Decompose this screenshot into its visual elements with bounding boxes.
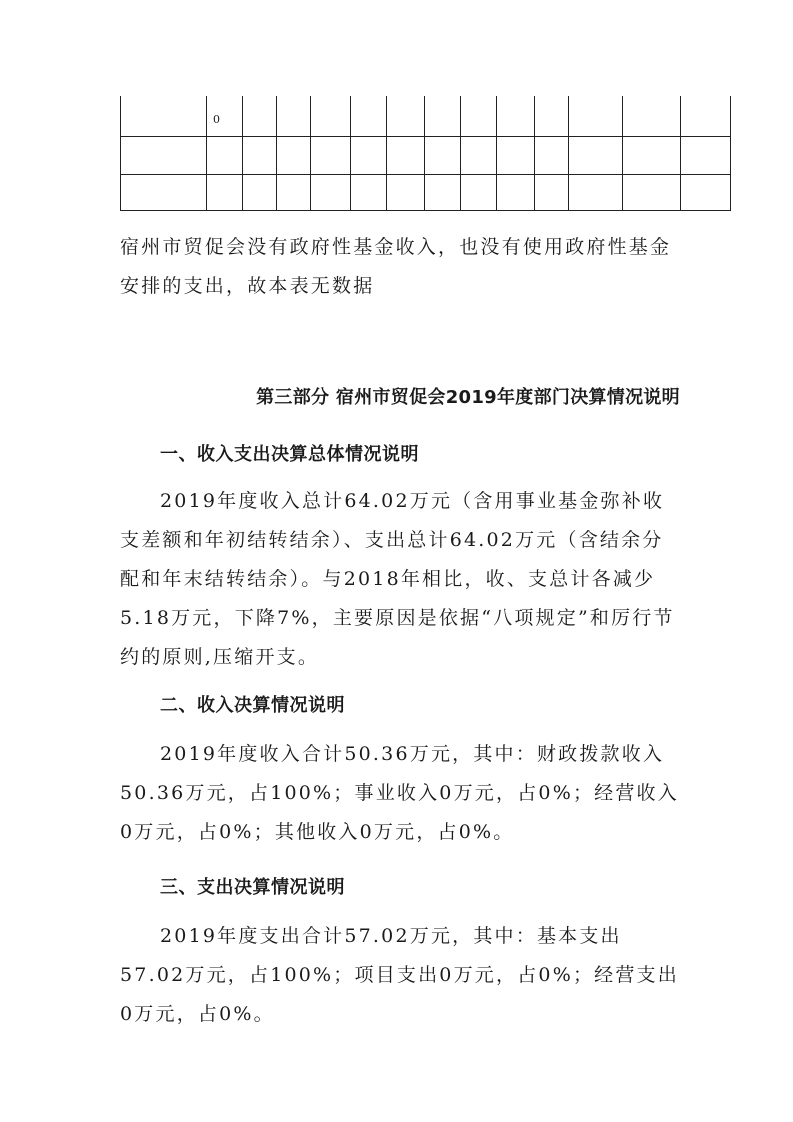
table-cell [243, 174, 277, 210]
table-cell [461, 96, 497, 136]
section-heading-income: 二、收入决算情况说明 [160, 695, 345, 716]
table-cell [311, 136, 351, 174]
table-cell [623, 96, 681, 136]
section-body-income: 2019年度收入合计50.36万元，其中：财政拨款收入50.36万元，占100%；事业收入0万元，占0%；经营收入0万元，占0%；其他收入0万元，占0%。 [120, 743, 679, 843]
table-cell [207, 136, 243, 174]
table-cell [207, 174, 243, 210]
table-cell [387, 96, 425, 136]
part-title: 第三部分 宿州市贸促会2019年度部门决算情况说明 [256, 387, 680, 408]
table-cell [243, 96, 277, 136]
section-heading-overview: 一、收入支出决算总体情况说明 [160, 444, 419, 465]
table-cell [425, 96, 461, 136]
section-body-expenditure: 2019年度支出合计57.02万元，其中：基本支出57.02万元，占100%；项目支出0万元，占0%；经营支出0万元，占0%。 [120, 925, 679, 1025]
section-heading-expenditure: 三、支出决算情况说明 [160, 877, 345, 898]
table-cell [569, 96, 623, 136]
table-cell [497, 96, 535, 136]
no-data-note: 宿州市贸促会没有政府性基金收入，也没有使用政府性基金安排的支出，故本表无数据 [120, 236, 672, 297]
table-cell [311, 96, 351, 136]
fund-table-fragment [120, 96, 731, 211]
table-cell [121, 136, 207, 174]
table-cell [681, 174, 731, 210]
table-cell [351, 136, 387, 174]
section-body-overview: 2019年度收入总计64.02万元（含用事业基金弥补收支差额和年初结转结余）、支出总计64.02万元（含结余分配和年末结转结余）。与2018年相比，收、支总计各减少5.18万元，下降7%，主要原因是依据“八项规定”和厉行节约的原则,压缩开支。 [120, 490, 675, 668]
table-cell [461, 174, 497, 210]
table-cell [351, 96, 387, 136]
table-cell [387, 174, 425, 210]
table-cell [497, 136, 535, 174]
table-cell [569, 174, 623, 210]
table-cell [387, 136, 425, 174]
table-row [121, 136, 731, 174]
table-cell [121, 174, 207, 210]
table-cell [535, 136, 569, 174]
table-cell [277, 96, 311, 136]
table-row [121, 96, 731, 136]
table-cell [311, 174, 351, 210]
table-cell [569, 136, 623, 174]
table-cell [461, 136, 497, 174]
table-cell [277, 136, 311, 174]
table-cell [535, 96, 569, 136]
table-row [121, 174, 731, 210]
table-cell [497, 174, 535, 210]
table-cell [121, 96, 207, 136]
table-cell [535, 174, 569, 210]
table-cell [681, 136, 731, 174]
table-cell [277, 174, 311, 210]
table-cell [425, 174, 461, 210]
table-cell [351, 174, 387, 210]
table-cell [681, 96, 731, 136]
table-cell [425, 136, 461, 174]
table-cell [623, 174, 681, 210]
table-cell: 0 [207, 96, 243, 136]
table-cell [243, 136, 277, 174]
table-cell [623, 136, 681, 174]
